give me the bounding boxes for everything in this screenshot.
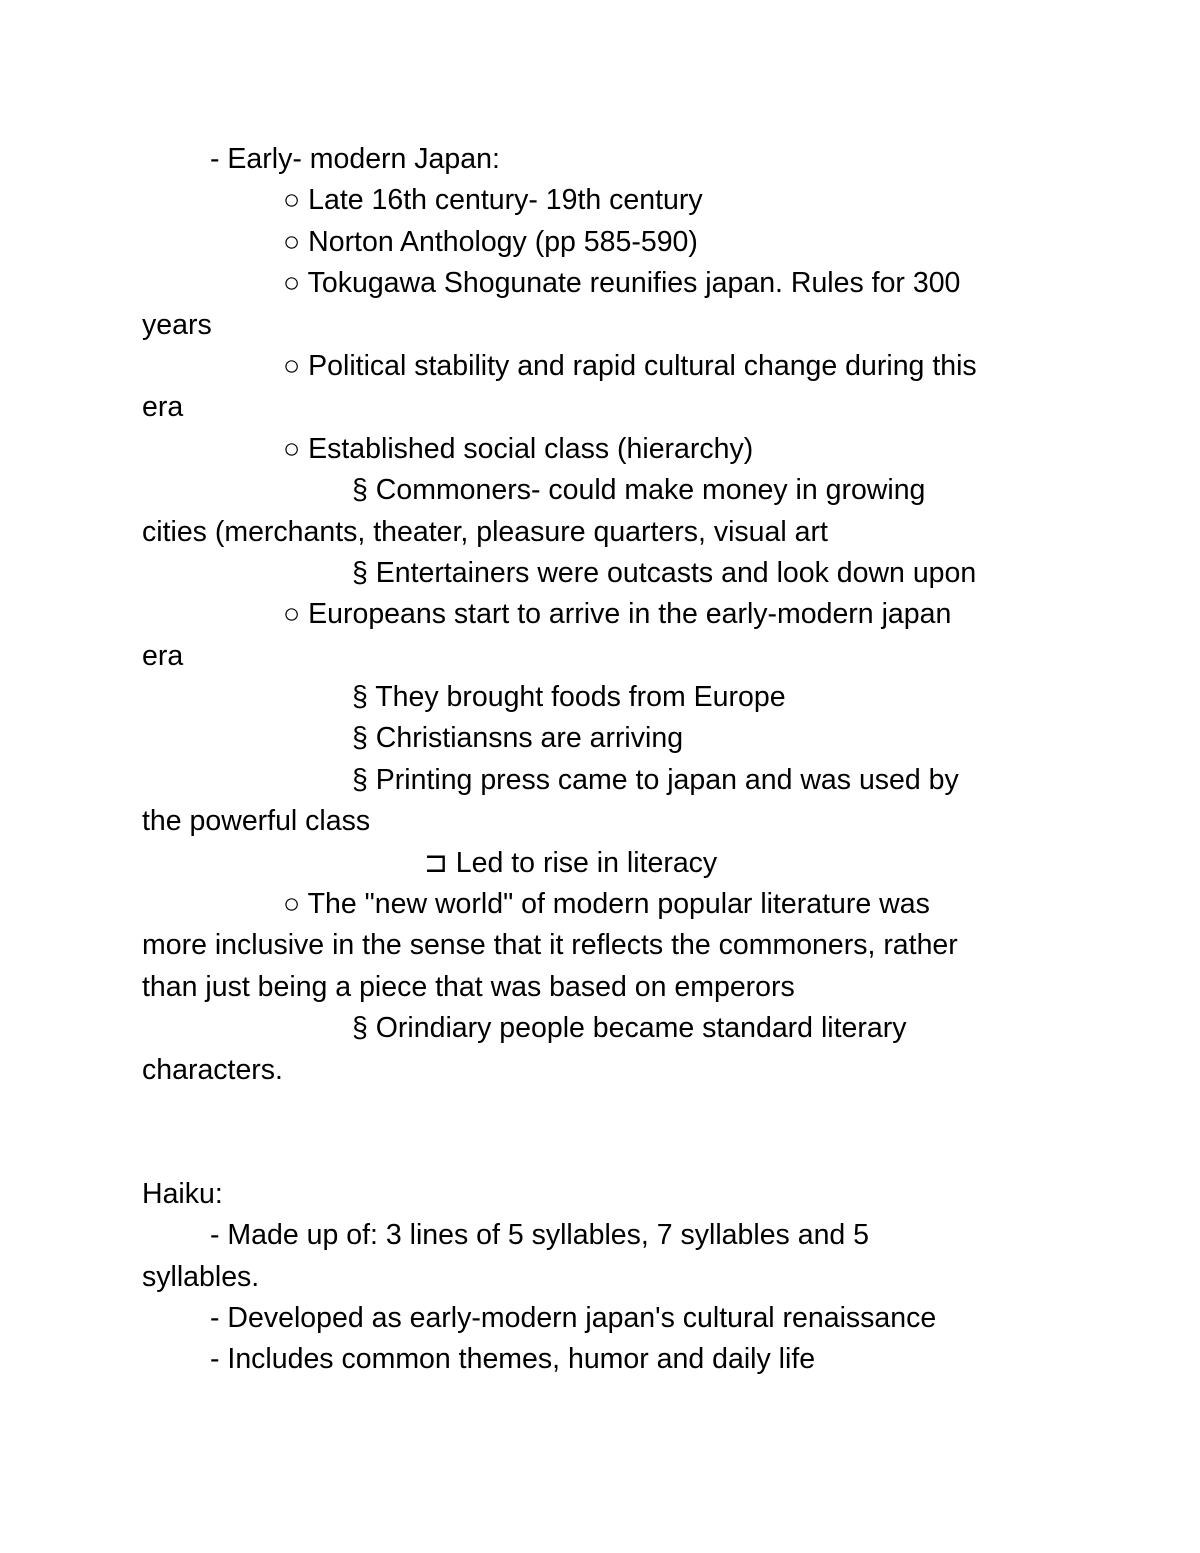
section-early-modern-japan [142,139,1062,1091]
bullet-haiku-themes: - Includes common themes, humor and daily life [210,1343,816,1376]
bullet-commoners: § Commoners- could make money in growing [352,474,926,507]
bullet-norton-anthology: ○ Norton Anthology (pp 585-590) [283,225,698,258]
bullet-political-stability-cont: era [142,391,184,424]
section-haiku [142,1174,1062,1381]
bullet-commoners-cont: cities (merchants, theater, pleasure quarters, visual art [142,515,828,548]
bullet-haiku-renaissance: - Developed as early-modern japan's cultural renaissance [210,1301,937,1334]
bullet-tokugawa-shogunate-cont: years [142,308,212,341]
bullet-printing-press: § Printing press came to japan and was used by [352,763,959,796]
bullet-new-world-literature-cont-2: than just being a piece that was based on emperors [142,970,795,1003]
bullet-christians-arriving: § Christiansns are arriving [352,722,684,755]
bullet-new-world-literature: ○ The "new world" of modern popular literature was [283,888,930,921]
bullet-haiku-structure: - Made up of: 3 lines of 5 syllables, 7 syllables and 5 [210,1219,870,1252]
bullet-time-period: ○ Late 16th century- 19th century [283,184,703,217]
bullet-foods-from-europe: § They brought foods from Europe [352,681,786,714]
bullet-tokugawa-shogunate: ○ Tokugawa Shogunate reunifies japan. Rules for 300 [283,267,961,300]
bullet-haiku-structure-cont: syllables. [142,1260,260,1293]
bullet-printing-press-cont: the powerful class [142,805,371,838]
bullet-europeans-arrive-cont: era [142,639,184,672]
bullet-europeans-arrive: ○ Europeans start to arrive in the early-modern japan [283,598,952,631]
bullet-social-class: ○ Established social class (hierarchy) [283,432,754,465]
bullet-political-stability: ○ Political stability and rapid cultural change during this [283,349,977,382]
bullet-early-modern-japan: - Early- modern Japan: [210,143,500,175]
bullet-ordinary-people-cont: characters. [142,1053,283,1086]
section-spacer [142,1091,1062,1174]
bullet-rise-in-literacy: ⊐ Led to rise in literacy [424,846,718,879]
haiku-heading: Haiku: [142,1177,223,1210]
notes-body [142,139,1062,1381]
bullet-new-world-literature-cont-1: more inclusive in the sense that it reflects the commoners, rather [142,929,958,962]
bullet-ordinary-people: § Orindiary people became standard literary [352,1012,907,1045]
bullet-entertainers: § Entertainers were outcasts and look down upon [352,556,977,589]
